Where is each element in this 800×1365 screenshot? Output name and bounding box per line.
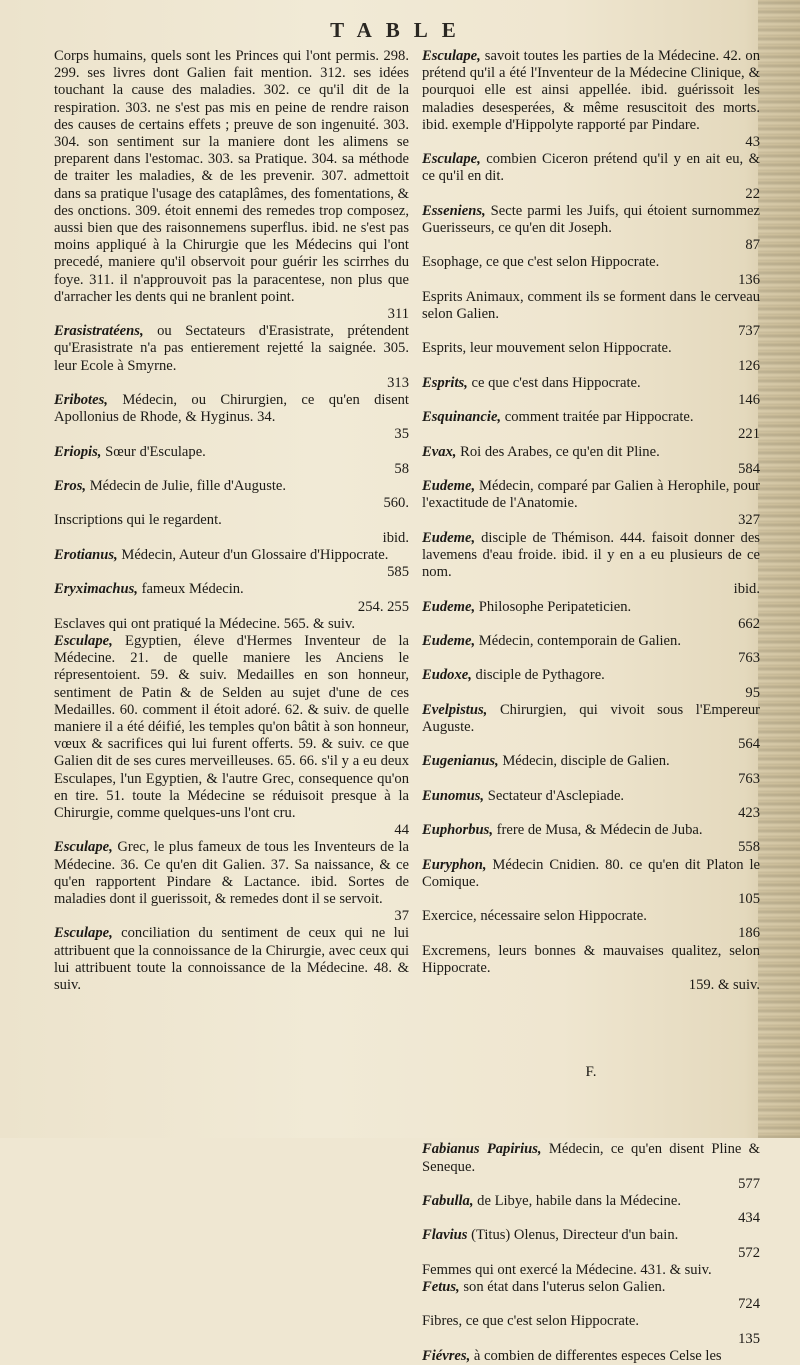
- entry-term: Euryphon,: [422, 856, 487, 873]
- index-entry: [422, 788, 760, 822]
- entry-term: Erotianus,: [54, 546, 118, 563]
- index-entry: [422, 478, 760, 530]
- entry-text: Grec, le plus fameux de tous les Inventeurs de la Médecine. 36. Ce qu'en dit Galien. 37. Sa naissance, & ce qu'en rapportent Pindare & Lactance. ibid. Sortes de maladies dont il guerissoit, & remedes dont il se servoit.: [54, 839, 409, 907]
- index-entry: [54, 392, 409, 444]
- index-entry: [422, 1193, 760, 1227]
- page-ref: 558: [738, 839, 760, 856]
- entry-term: Euphorbus,: [422, 822, 493, 839]
- page-ref: 724: [738, 1296, 760, 1313]
- index-entry: [422, 822, 760, 856]
- index-entry: [422, 289, 760, 341]
- page-ref: 662: [738, 615, 760, 632]
- index-entry: [54, 839, 409, 925]
- entry-term: Esculape,: [422, 151, 481, 168]
- entry-text: Esprits, leur mouvement selon Hippocrate.: [422, 340, 672, 357]
- entry-text: fameux Médecin.: [141, 581, 244, 598]
- page-edge: [758, 0, 800, 1138]
- entry-text: à combien de differentes especes Celse les: [473, 1347, 722, 1364]
- page-ref: ibid.: [382, 529, 409, 546]
- entry-text: Médecin, contemporain de Galien.: [478, 632, 681, 649]
- index-entry: [422, 203, 760, 255]
- index-entry: [54, 925, 409, 994]
- entry-term: Fiévres,: [422, 1347, 471, 1364]
- entry-term: Eriopis,: [54, 443, 102, 460]
- entry-text: Roi des Arabes, ce qu'en dit Pline.: [460, 443, 660, 460]
- index-entry: [422, 702, 760, 754]
- index-entry: [422, 409, 760, 443]
- index-entry: [422, 48, 760, 151]
- page-ref: 763: [738, 650, 760, 667]
- index-entry: [422, 1227, 760, 1261]
- index-entry: [422, 1279, 760, 1313]
- index-entry: [422, 254, 760, 288]
- page-ref: 254. 255: [357, 598, 409, 615]
- page-ref: 159. & suiv.: [688, 976, 760, 993]
- page-ref: 146: [738, 392, 760, 409]
- page-ref: 313: [387, 374, 409, 391]
- entry-text: Inscriptions qui le regardent.: [54, 512, 222, 529]
- entry-term: Fetus,: [422, 1279, 460, 1295]
- entry-text: frere de Musa, & Médecin de Juba.: [496, 822, 703, 839]
- entry-term: Eudeme,: [422, 478, 476, 495]
- entry-text: Médecin Cnidien. 80. ce qu'en dit Platon le Comique.: [422, 856, 760, 890]
- entry-text: Esophage, ce que c'est selon Hippocrate.: [422, 254, 660, 271]
- entry-text: Sectateur d'Asclepiade.: [487, 787, 625, 804]
- page-ref: 186: [738, 925, 760, 942]
- entry-term: Esculape,: [422, 48, 481, 64]
- index-entry: [54, 547, 409, 581]
- page-ref: 22: [745, 185, 760, 202]
- index-entry: [422, 1348, 760, 1365]
- page-ref: 43: [745, 134, 760, 151]
- page-ref: 584: [738, 460, 760, 477]
- entry-text: Médecin de Julie, fille d'Auguste.: [89, 478, 287, 495]
- entry-text: disciple de Thémison. 444. faisoit donner des lavemens d'eau froide. ibid. il y en a eu plusieurs de ce nom.: [422, 529, 760, 581]
- entry-text: de Libye, habile dans la Médecine.: [477, 1192, 681, 1209]
- entry-term: Eunomus,: [422, 787, 485, 804]
- index-entry: [54, 616, 409, 633]
- entry-text: disciple de Pythagore.: [475, 667, 605, 684]
- index-entry: [422, 1141, 760, 1193]
- entry-text: Exercice, néce​ssaire selon Hippocrate.: [422, 908, 647, 925]
- entry-text: Esprits Animaux, comment ils se forment dans le cerveau selon Galien.: [422, 288, 760, 323]
- entry-term: Flavius: [422, 1227, 468, 1244]
- entry-term: Esculape,: [54, 632, 113, 649]
- index-entry: [422, 599, 760, 633]
- index-entry: [422, 857, 760, 909]
- index-entry: [422, 444, 760, 478]
- entry-term: Evelpistus,: [422, 701, 488, 718]
- entry-text: Corps humains, quels sont les Princes qui l'ont permis. 298. 299. ses livres dont Galien fait mention. 312. ses idées touchant la cause des maladies. 302. ce qu'il dit de la respiration. 303. ne s'est pas mis en peine de rendre raison des causes de certains effets ; preuve de son ingenuité. 303. 304. son sentiment sur la maniere dont les alimens se preparent dans l'estomac. 303. sa Pratique. 304. sa méthode de traiter les maladies, & de les prevenir. 307. admettoit dans sa pratique l'usage des cataplâmes, des fomentations, & des onctions. 309. étoit ennemi des remedes trop composez, aussi bien que des raisonnemens superflus. ibid. ne s'est pas moins appliqué à la Chirurgie que les Médecins qui l'ont precedé, maniere qu'il observoit pour guérir les scirrhes du foye. 311. il n'approuvoit pas la paracentese, non plus que d'arracher les dents qui ne branlent point.: [54, 48, 409, 305]
- page-ref: 737: [738, 323, 760, 340]
- index-entry: [54, 323, 409, 392]
- right-column: [422, 48, 760, 1365]
- entry-term: Eugenianus,: [422, 753, 499, 770]
- index-entry: [422, 667, 760, 701]
- entry-term: Eudoxe,: [422, 667, 472, 684]
- entry-text: conciliation du sentiment de ceux qui ne lui attribuent que la connoissance de la Chirurgie, avec ceux qui lui attribuent toute la connoissance de la Médecine. 48. & suiv.: [54, 925, 409, 993]
- index-entry: [422, 943, 760, 995]
- index-entry: [54, 633, 409, 839]
- entry-text: Secte parmi les Juifs, qui étoient surnommez Guerisseurs, ce qu'en dit Joseph.: [422, 202, 760, 237]
- entry-term: Esculape,: [54, 925, 113, 942]
- page-ref: 35: [394, 426, 409, 443]
- entry-text: Femmes qui ont exercé la Médecine. 431. & suiv.: [422, 1261, 712, 1278]
- page-ref: 585: [387, 564, 409, 581]
- page-ref: 136: [738, 271, 760, 288]
- entry-term: Eros,: [54, 478, 87, 495]
- page-ref: 37: [394, 908, 409, 925]
- entry-term: Eribotes,: [54, 392, 108, 409]
- entry-text: Sœur d'Esculape.: [105, 443, 206, 460]
- page-ref: 221: [738, 426, 760, 443]
- index-entry: [422, 340, 760, 374]
- entry-text: Excremens, leurs bonnes & mauvaises qualitez, selon Hippocrate.: [422, 942, 760, 976]
- entry-text: Médecin, ou Chirurgien, ce qu'en disent Apollonius de Rhode, & Hyginus. 34.: [54, 392, 409, 426]
- page-ref: 560.: [383, 495, 409, 512]
- entry-text: Médecin, disciple de Galien.: [502, 753, 670, 770]
- entry-term: Eudeme,: [422, 632, 476, 649]
- entry-text: ce que c'est dans Hippocrate.: [471, 374, 641, 391]
- page-ref: 135: [738, 1330, 760, 1347]
- entry-text: Fibres, ce que c'est selon Hippocrate.: [422, 1313, 640, 1330]
- index-entry: [422, 753, 760, 787]
- page-ref: 58: [394, 460, 409, 477]
- page-ref: 87: [745, 237, 760, 254]
- entry-text: Médecin, Auteur d'un Glossaire d'Hippocrate.: [121, 546, 389, 563]
- entry-text: combien Ciceron prétend qu'il y en ait eu, & ce qu'il en dit.: [422, 151, 760, 185]
- left-column: [54, 48, 409, 994]
- index-entry: [54, 444, 409, 478]
- page-ref: 572: [738, 1244, 760, 1261]
- entry-term: Eryximachus,: [54, 581, 138, 598]
- page-ref: 577: [738, 1175, 760, 1192]
- page-ref: 327: [738, 512, 760, 529]
- page-ref: 311: [387, 306, 409, 323]
- entry-text: Egyptien, éleve d'Hermes Inventeur de la Médecine. 21. de quelle maniere les Anciens le répresentoient. 59. & suiv. Medailles en son honneur, sentiment de Patin & de Selden au sujet d'une de ces Medailles. 60. comment il étoit adoré. 62. & suiv. de quelle maniere il a été déifié, les temples qu'on bâtit à son honneur, vœux & sacrifices qui lui furent offerts. 59. & suiv. ce que Galien dit de ses cures merveilleuses. 65. 66. s'il y a eu deux Esculapes, l'un Egyptien, & l'autre Grec, consequence qu'on en tire. 51. toute la Médecine se réduisoit presque à la Chirurgie, comme quelques-uns l'ont cru.: [54, 632, 409, 821]
- index-entry: [422, 1313, 760, 1347]
- entry-text: Philosophe Peripateticien.: [478, 598, 632, 615]
- entry-term: Esculape,: [54, 839, 113, 856]
- index-entry: [422, 530, 760, 599]
- index-entry: [54, 48, 409, 323]
- page-ref: 105: [738, 890, 760, 907]
- page-ref: 423: [738, 804, 760, 821]
- page-ref: 126: [738, 357, 760, 374]
- index-entry: [422, 633, 760, 667]
- entry-term: Esseniens,: [422, 202, 486, 219]
- page-ref: 44: [394, 822, 409, 839]
- index-entry: [54, 478, 409, 512]
- index-entry: [422, 151, 760, 203]
- entry-text: (Titus) Olenus, Directeur d'un bain.: [471, 1227, 679, 1244]
- running-head: TABLE: [330, 18, 470, 42]
- entry-text: Médecin, comparé par Galien à Herophile, pour l'exactitude de l'Anatomie.: [422, 478, 760, 512]
- entry-text: Chirurgien, qui vivoit sous l'Empereur Auguste.: [422, 701, 760, 735]
- entry-term: Eudeme,: [422, 598, 476, 615]
- index-entry: [422, 375, 760, 409]
- entry-term: Erasistratéens,: [54, 323, 144, 340]
- entry-text: Esclaves qui ont pratiqué la Médecine. 565. & suiv.: [54, 615, 355, 632]
- entry-term: Fabianus Papirius,: [422, 1141, 542, 1158]
- entry-text: ou Sectateurs d'Erasistrate, prétendent qu'Erasistrate n'a pas entierement rejetté la saignée. 305. leur Ecole à Smyrne.: [54, 323, 409, 374]
- entry-term: Evax,: [422, 443, 457, 460]
- entry-text: comment traitée par Hippocrate.: [504, 409, 694, 426]
- index-entry: [54, 512, 409, 546]
- entry-term: Fabulla,: [422, 1192, 474, 1209]
- entry-term: Esquinancie,: [422, 409, 502, 426]
- index-entry: [54, 581, 409, 615]
- entry-text: Médecin, ce qu'en disent Pline & Seneque.: [422, 1141, 760, 1175]
- page-ref: 95: [745, 684, 760, 701]
- entry-term: Eudeme,: [422, 529, 476, 546]
- index-entry: [422, 1262, 760, 1279]
- entry-term: Esprits,: [422, 374, 468, 391]
- page-ref: 434: [738, 1210, 760, 1227]
- index-entry: [422, 908, 760, 942]
- entry-text: son état dans l'uterus selon Galien.: [463, 1279, 666, 1295]
- entry-text: savoit toutes les parties de la Médecine. 42. on prétend qu'il a été l'Inventeur de la Médecine Clinique, & pourquoi elle est ainsi appellée. ibid. guérissoit les maladies desesperées, & même resuscitoit des morts. ibid. exemple d'Hippolyte rapporté par Pindare.: [422, 48, 761, 133]
- page-ref: ibid.: [733, 581, 760, 598]
- page-ref: 564: [738, 736, 760, 753]
- page-ref: 763: [738, 770, 760, 787]
- section-letter: F.: [585, 1064, 597, 1081]
